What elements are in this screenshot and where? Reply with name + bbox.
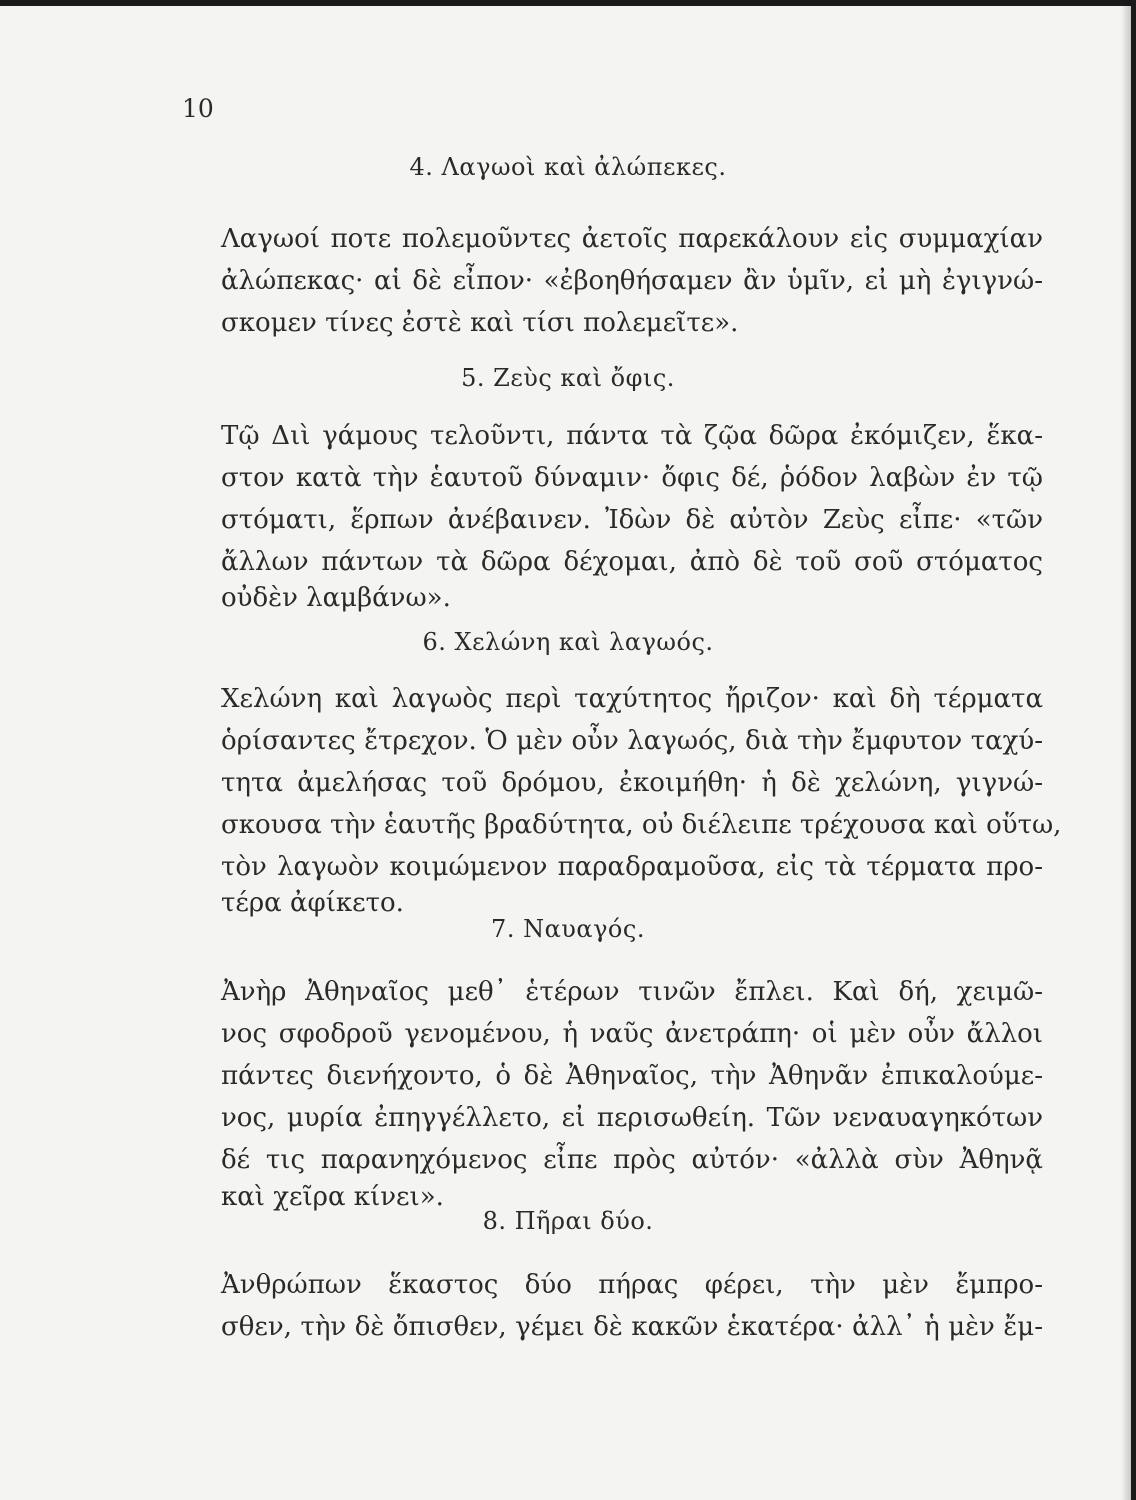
section-title-7: 7. Ναυαγός. xyxy=(491,915,645,943)
text-line: Ἀνθρώπων ἕκαστος δύο πήρας φέρει, τὴν μὲν ἔμπρο- xyxy=(221,1270,1043,1300)
text-line: Ἀνὴρ Ἀθηναῖος μεθ᾽ ἑτέρων τινῶν ἔπλει. Καὶ δή, χειμῶ- xyxy=(221,977,1043,1007)
text-line: νος σφοδροῦ γενομένου, ἡ ναῦς ἀνετράπη· οἱ μὲν οὖν ἄλλοι xyxy=(221,1019,1043,1049)
text-line: ἀλώπεκας· αἱ δὲ εἶπον· «ἐβοηθήσαμεν ἂν ὑμῖν, εἰ μὴ ἐγιγνώ- xyxy=(221,266,1043,296)
section-title-5: 5. Ζεὺς καὶ ὄφις. xyxy=(461,364,675,392)
text-line: οὐδὲν λαμβάνω». xyxy=(221,583,451,613)
section-title-6: 6. Χελώνη καὶ λαγωός. xyxy=(422,628,714,656)
text-line: ὁρίσαντες ἔτρεχον. Ὁ μὲν οὖν λαγωός, διὰ τὴν ἔμφυτον ταχύ- xyxy=(221,726,1043,756)
text-line: πάντες διενήχοντο, ὁ δὲ Ἀθηναῖος, τὴν Ἀθηνᾶν ἐπικαλούμε- xyxy=(221,1061,1043,1091)
text-line: τὸν λαγωὸν κοιμώμενον παραδραμοῦσα, εἰς τὰ τέρματα προ- xyxy=(221,852,1043,882)
text-line: στον κατὰ τὴν ἑαυτοῦ δύναμιν· ὄφις δέ, ῥόδον λαβὼν ἐν τῷ xyxy=(221,463,1043,493)
text-line: Χελώνη καὶ λαγωὸς περὶ ταχύτητος ἤριζον· καὶ δὴ τέρματα xyxy=(221,684,1043,714)
text-line: ἄλλων πάντων τὰ δῶρα δέχομαι, ἀπὸ δὲ τοῦ σοῦ στόματος xyxy=(221,547,1043,577)
text-line: Τῷ Διὶ γάμους τελοῦντι, πάντα τὰ ζῷα δῶρα ἐκόμιζεν, ἕκα- xyxy=(221,421,1043,451)
text-line: δέ τις παρανηχόμενος εἶπε πρὸς αὐτόν· «ἀλλὰ σὺν Ἀθηνᾷ xyxy=(221,1145,1043,1175)
page-edge-top xyxy=(0,0,1136,6)
page-edge-shadow xyxy=(1121,0,1131,1500)
page-edge-right xyxy=(1131,0,1136,1500)
text-line: σκομεν τίνες ἐστὲ καὶ τίσι πολεμεῖτε». xyxy=(221,308,739,338)
section-title-4: 4. Λαγωοὶ καὶ ἀλώπεκες. xyxy=(409,153,727,181)
text-line: στόματι, ἕρπων ἀνέβαινεν. Ἰδὼν δὲ αὐτὸν Ζεὺς εἶπε· «τῶν xyxy=(221,505,1043,535)
text-line: σκουσα τὴν ἑαυτῆς βραδύτητα, οὐ διέλειπε τρέχουσα καὶ οὕτω, xyxy=(221,810,1062,840)
text-line: σθεν, τὴν δὲ ὄπισθεν, γέμει δὲ κακῶν ἑκατέρα· ἀλλ᾽ ἡ μὲν ἔμ- xyxy=(221,1312,1043,1342)
text-line: Λαγωοί ποτε πολεμοῦντες ἀετοῖς παρεκάλουν εἰς συμμαχίαν xyxy=(221,224,1043,254)
text-line: τητα ἀμελήσας τοῦ δρόμου, ἐκοιμήθη· ἡ δὲ χελώνη, γιγνώ- xyxy=(221,768,1043,798)
section-title-8: 8. Πῆραι δύο. xyxy=(482,1207,654,1235)
text-line: καὶ χεῖρα κίνει». xyxy=(221,1182,444,1212)
text-line: τέρα ἀφίκετο. xyxy=(221,888,404,918)
page-number: 10 xyxy=(182,94,214,123)
text-line: νος, μυρία ἐπηγγέλλετο, εἰ περισωθείη. Τῶν νεναυαγηκότων xyxy=(221,1103,1043,1133)
